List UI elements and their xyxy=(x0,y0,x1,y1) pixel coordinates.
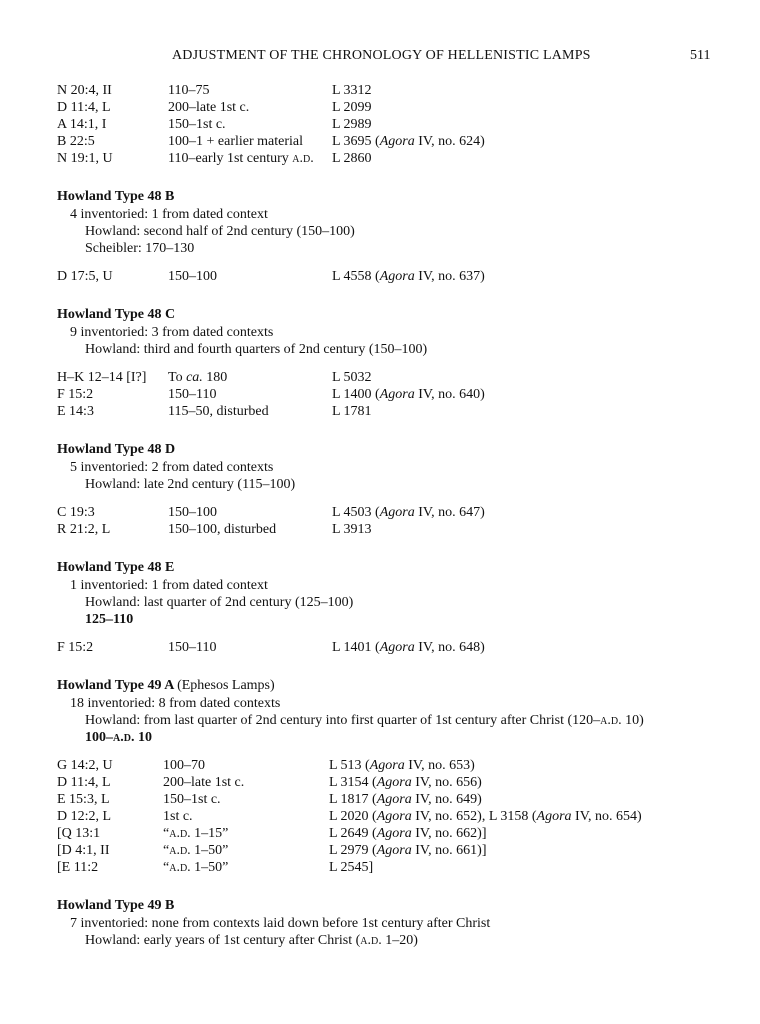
lamp-cell: L 1781 xyxy=(332,404,372,419)
context-cell: G 14:2, U xyxy=(57,758,113,773)
date-cell: 110–early 1st century a.d. xyxy=(168,151,314,166)
table-row xyxy=(57,842,737,859)
date-cell: 1st c. xyxy=(163,809,193,824)
date-cell: 150–1st c. xyxy=(168,117,226,132)
howland-date: Howland: early years of 1st century after Christ (a.d. 1–20) xyxy=(85,933,418,948)
table-row xyxy=(57,808,737,825)
section-heading: Howland Type 48 D xyxy=(57,442,176,457)
table-row xyxy=(57,639,737,656)
context-cell: F 15:2 xyxy=(57,640,94,655)
table-row xyxy=(57,504,737,521)
table-row xyxy=(57,82,737,99)
running-title: ADJUSTMENT OF THE CHRONOLOGY OF HELLENISTIC LAMPS xyxy=(172,48,591,63)
context-cell: D 17:5, U xyxy=(57,269,113,284)
date-cell: 150–1st c. xyxy=(163,792,221,807)
date-cell: 200–late 1st c. xyxy=(163,775,245,790)
table-row xyxy=(57,757,737,774)
page-content xyxy=(57,82,737,949)
context-cell: B 22:5 xyxy=(57,134,95,149)
table-row xyxy=(57,521,737,538)
context-cell: H–K 12–14 [I?] xyxy=(57,370,147,385)
howland-date: Howland: second half of 2nd century (150–100) xyxy=(85,224,355,239)
context-cell: A 14:1, I xyxy=(57,117,107,132)
context-cell: [E 11:2 xyxy=(57,860,99,875)
table-row xyxy=(57,774,737,791)
lamp-cell: L 2989 xyxy=(332,117,372,132)
inventory-note: 1 inventoried: 1 from dated context xyxy=(70,578,268,593)
inventory-note: 9 inventoried: 3 from dated contexts xyxy=(70,325,274,340)
section-type-49a xyxy=(57,677,737,876)
howland-date: Howland: last quarter of 2nd century (125–100) xyxy=(85,595,354,610)
context-cell: D 11:4, L xyxy=(57,775,111,790)
date-cell: 150–110 xyxy=(168,387,217,402)
section-type-48e xyxy=(57,559,737,656)
table-row xyxy=(57,116,737,133)
date-cell: “a.d. 1–50” xyxy=(163,860,229,875)
context-cell: C 19:3 xyxy=(57,505,95,520)
howland-date: Howland: from last quarter of 2nd century into first quarter of 1st century after Christ (120–a.d. 10) xyxy=(85,713,644,728)
table-row xyxy=(57,386,737,403)
lamp-cell: L 2979 (Agora IV, no. 661)] xyxy=(329,843,487,858)
section-type-48b xyxy=(57,188,737,285)
revised-date: 125–110 xyxy=(85,612,134,627)
table-row xyxy=(57,133,737,150)
section-heading-subtitle: (Ephesos Lamps) xyxy=(177,678,275,693)
date-cell: 200–late 1st c. xyxy=(168,100,250,115)
date-cell: “a.d. 1–15” xyxy=(163,826,229,841)
section-heading: Howland Type 48 C xyxy=(57,307,176,322)
lamp-cell: L 3154 (Agora IV, no. 656) xyxy=(329,775,482,790)
table-row xyxy=(57,859,737,876)
date-cell: 100–70 xyxy=(163,758,205,773)
section-heading xyxy=(57,677,737,695)
date-cell: 150–100 xyxy=(168,505,217,520)
section-heading-title: Howland Type 49 A xyxy=(57,678,174,693)
context-cell: [D 4:1, II xyxy=(57,843,110,858)
table-row xyxy=(57,99,737,116)
inventory-note: 18 inventoried: 8 from dated contexts xyxy=(70,696,281,711)
page-number: 511 xyxy=(690,48,711,63)
context-cell: F 15:2 xyxy=(57,387,94,402)
context-cell: N 19:1, U xyxy=(57,151,113,166)
date-cell: To ca. 180 xyxy=(168,370,228,385)
lamp-cell: L 3695 (Agora IV, no. 624) xyxy=(332,134,485,149)
lamp-cell: L 3913 xyxy=(332,522,372,537)
date-cell: 110–75 xyxy=(168,83,210,98)
context-cell: N 20:4, II xyxy=(57,83,112,98)
table-row xyxy=(57,369,737,386)
lamp-cell: L 2649 (Agora IV, no. 662)] xyxy=(329,826,487,841)
section-heading: Howland Type 48 B xyxy=(57,189,175,204)
date-cell: 100–1 + earlier material xyxy=(168,134,304,149)
lamp-cell: L 3312 xyxy=(332,83,372,98)
date-cell: 150–100, disturbed xyxy=(168,522,277,537)
lamp-cell: L 2020 (Agora IV, no. 652), L 3158 (Agora IV, no. 654) xyxy=(329,809,642,824)
date-cell: 150–100 xyxy=(168,269,217,284)
lamp-cell: L 4558 (Agora IV, no. 637) xyxy=(332,269,485,284)
inventory-note: 4 inventoried: 1 from dated context xyxy=(70,207,268,222)
lamp-cell: L 5032 xyxy=(332,370,372,385)
section-type-49b xyxy=(57,897,737,949)
section-heading: Howland Type 49 B xyxy=(57,898,175,913)
context-cell: D 12:2, L xyxy=(57,809,112,824)
lamp-cell: L 2099 xyxy=(332,100,372,115)
howland-date: Howland: third and fourth quarters of 2nd century (150–100) xyxy=(85,342,428,357)
context-cell: R 21:2, L xyxy=(57,522,111,537)
date-cell: 150–110 xyxy=(168,640,217,655)
section-heading: Howland Type 48 E xyxy=(57,560,175,575)
lamp-cell: L 513 (Agora IV, no. 653) xyxy=(329,758,475,773)
table-row xyxy=(57,268,737,285)
inventory-note: 7 inventoried: none from contexts laid down before 1st century after Christ xyxy=(70,916,491,931)
continued-table xyxy=(57,82,737,167)
table-row xyxy=(57,403,737,420)
context-cell: [Q 13:1 xyxy=(57,826,101,841)
date-cell: 115–50, disturbed xyxy=(168,404,269,419)
lamp-cell: L 1817 (Agora IV, no. 649) xyxy=(329,792,482,807)
table-row xyxy=(57,791,737,808)
section-type-48c xyxy=(57,306,737,420)
lamp-cell: L 4503 (Agora IV, no. 647) xyxy=(332,505,485,520)
lamp-cell: L 2860 xyxy=(332,151,372,166)
table-row xyxy=(57,825,737,842)
scheibler-date: Scheibler: 170–130 xyxy=(85,241,195,256)
section-type-48d xyxy=(57,441,737,538)
revised-date: 100–a.d. 10 xyxy=(85,730,152,745)
lamp-cell: L 1401 (Agora IV, no. 648) xyxy=(332,640,485,655)
context-cell: E 14:3 xyxy=(57,404,94,419)
inventory-note: 5 inventoried: 2 from dated contexts xyxy=(70,460,274,475)
date-cell: “a.d. 1–50” xyxy=(163,843,229,858)
running-head xyxy=(0,48,760,68)
table-row xyxy=(57,150,737,167)
context-cell: D 11:4, L xyxy=(57,100,111,115)
lamp-cell: L 2545] xyxy=(329,860,374,875)
howland-date: Howland: late 2nd century (115–100) xyxy=(85,477,296,492)
lamp-cell: L 1400 (Agora IV, no. 640) xyxy=(332,387,485,402)
context-cell: E 15:3, L xyxy=(57,792,110,807)
